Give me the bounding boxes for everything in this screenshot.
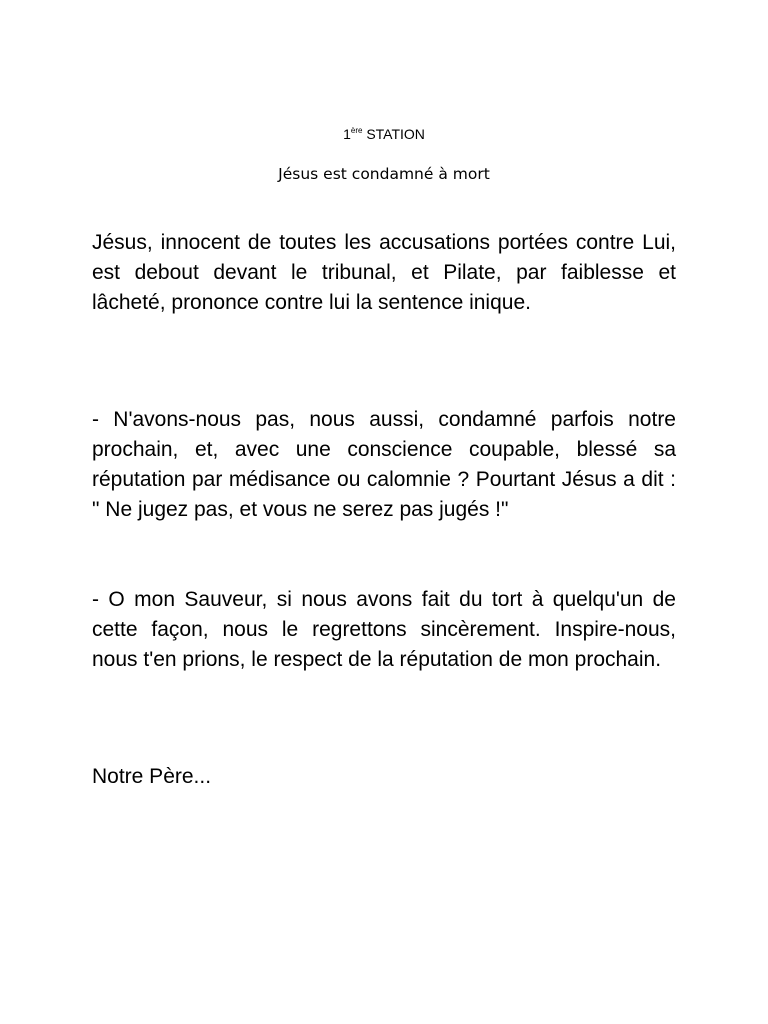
paragraph-condemnation: Jésus, innocent de toutes les accusations portées contre Lui, est debout devant le tribunal, et Pilate, par faiblesse et lâcheté, prononce contre lui la sentence inique. <box>92 231 676 314</box>
station-title: Jésus est condamné à mort <box>278 165 490 183</box>
paragraph-reflection: - N'avons-nous pas, nous aussi, condamné parfois notre prochain, et, avec une conscience coupable, blessé sa réputation par médisance ou calomnie ? Pourtant Jésus a dit : " Ne jugez pas, et vous ne serez pas jugés !" <box>92 408 676 521</box>
paragraph-prayer: - O mon Sauveur, si nous avons fait du tort à quelqu'un de cette façon, nous le regrettons sincèrement. Inspire-nous, nous t'en prions, le respect de la réputation de mon prochain. <box>92 588 676 671</box>
station-ordinal-suffix: ère <box>350 126 363 135</box>
station-word: STATION <box>366 126 425 142</box>
paragraph-our-father: Notre Père... <box>92 765 212 788</box>
station-heading <box>0 124 768 144</box>
station-number: 1 <box>343 126 351 142</box>
